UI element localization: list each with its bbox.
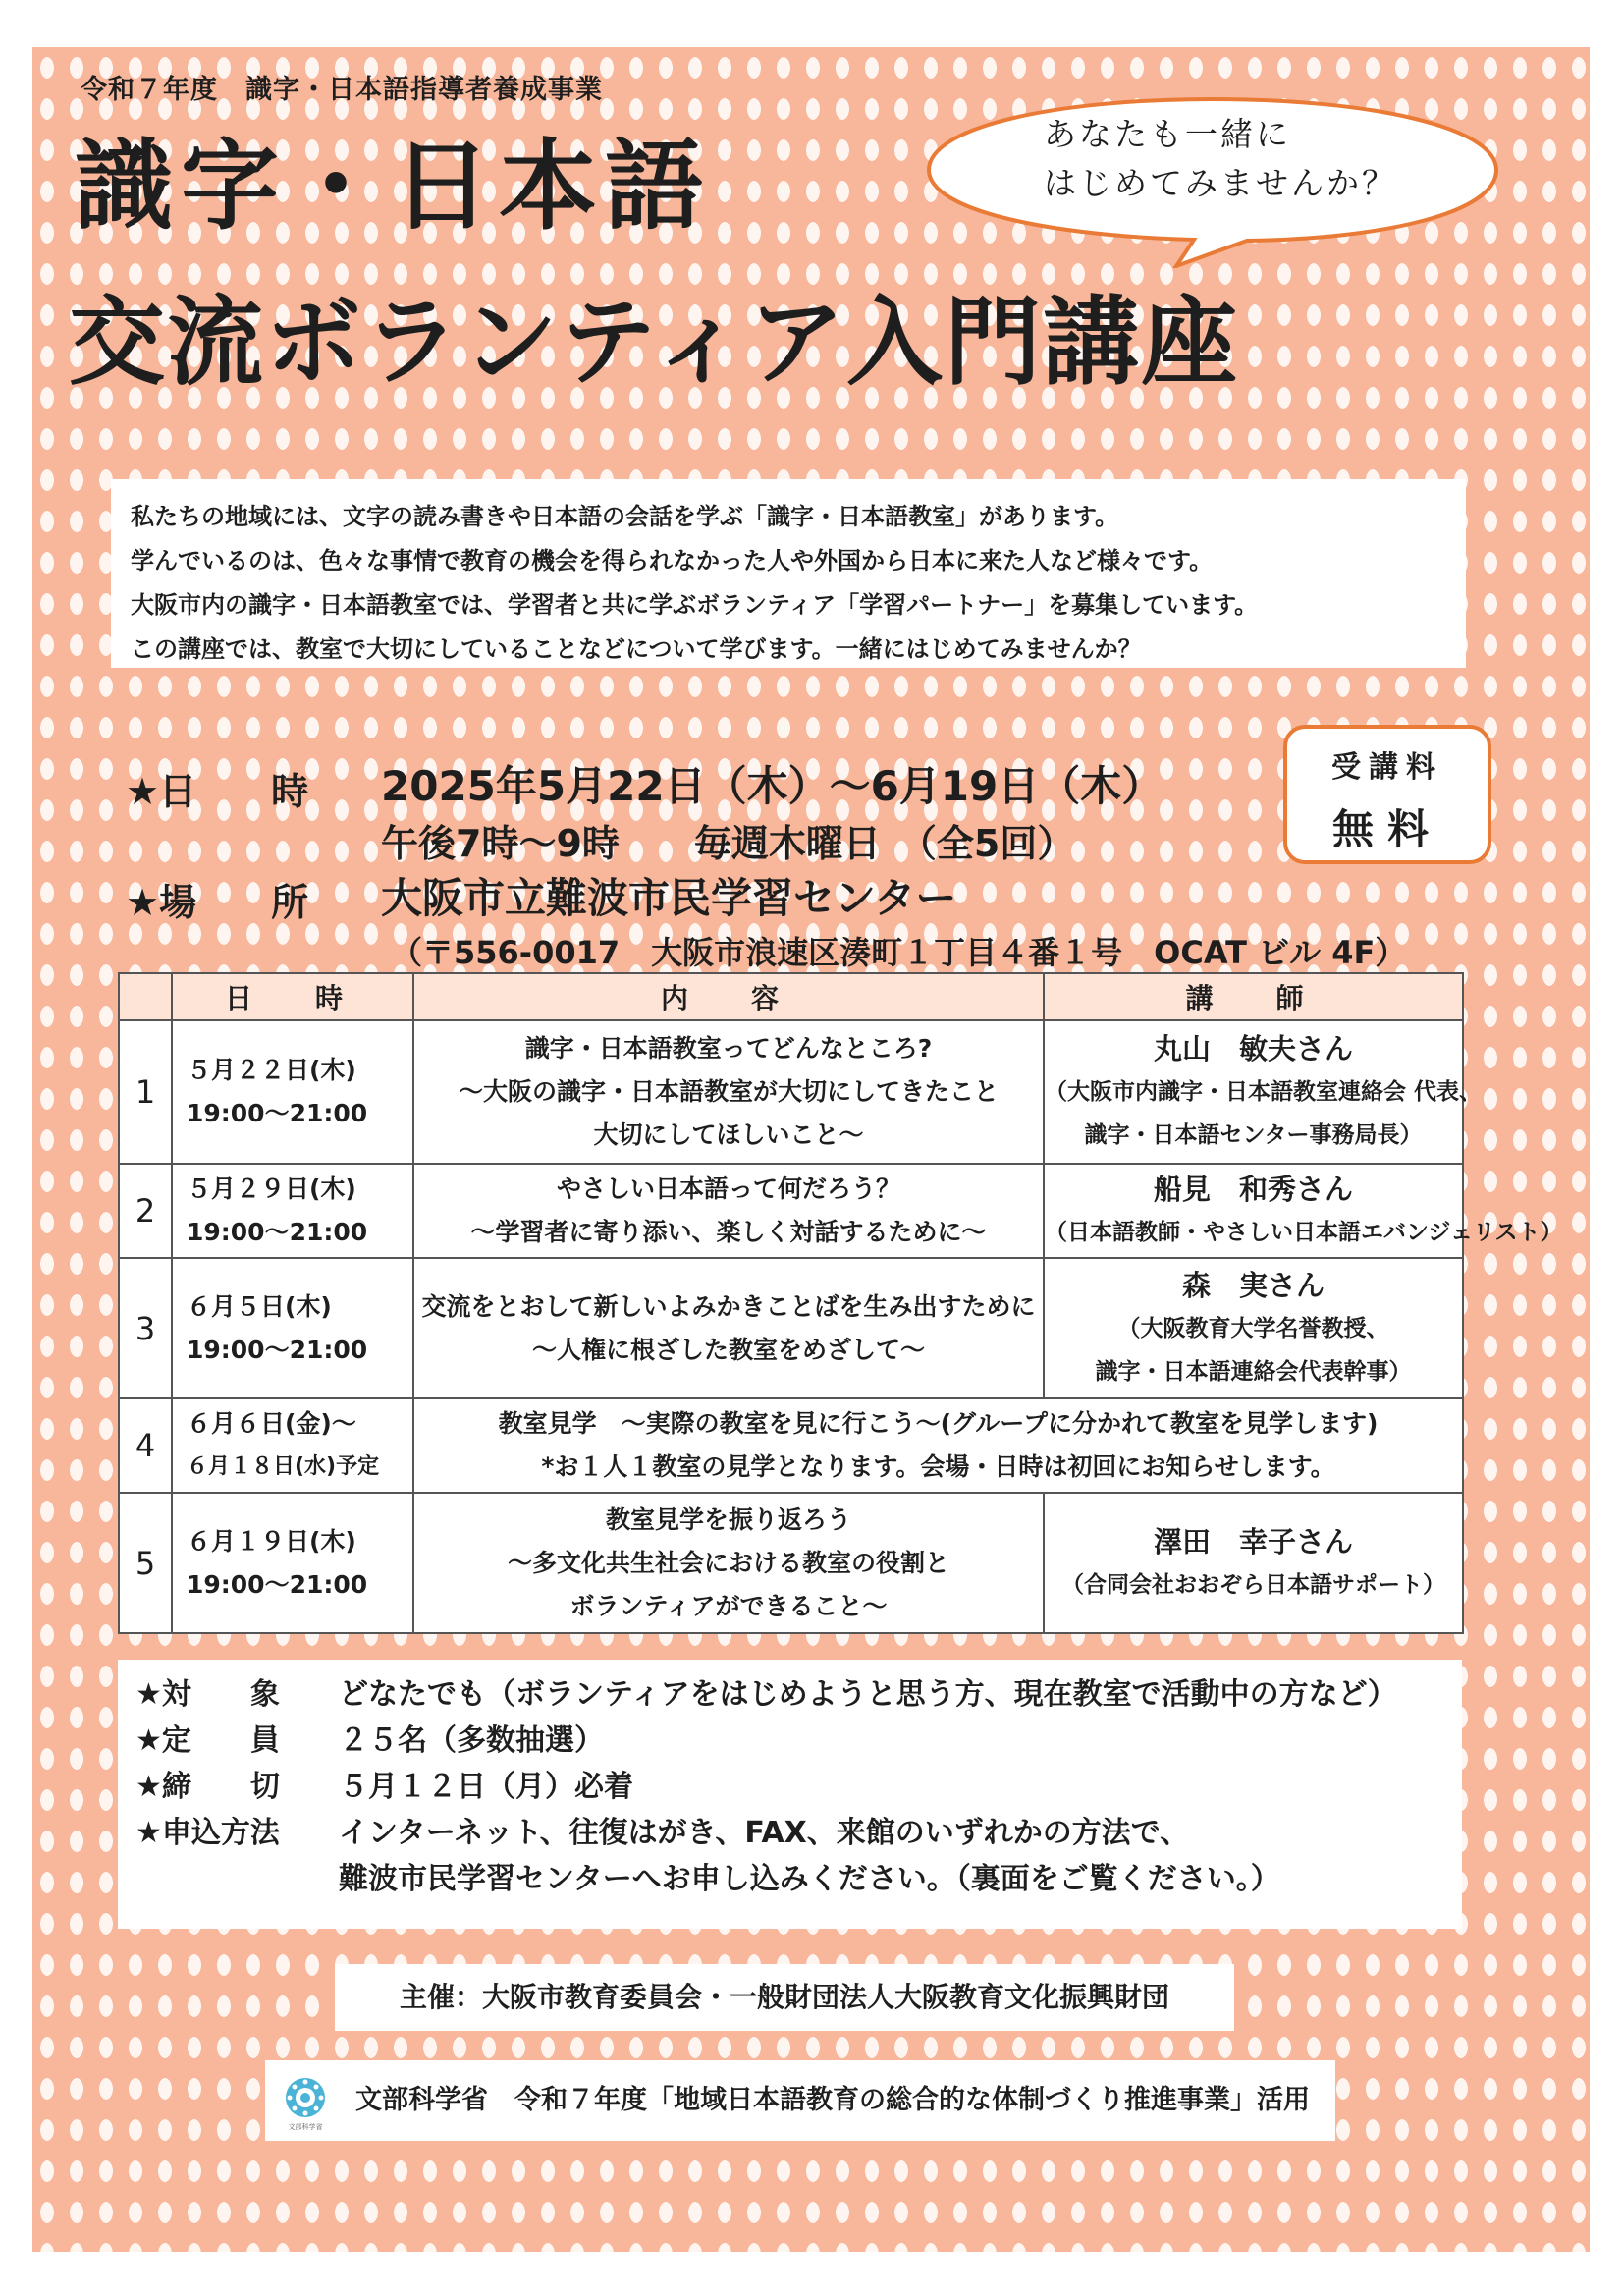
header-date: 日 時 — [172, 973, 413, 1020]
table-row — [119, 1164, 1463, 1258]
session-content: 識字・日本語教室ってどんなところ? ～大阪の識字・日本語教室が大切にしてきたこと 大切にしてほしいこと～ — [413, 1020, 1044, 1164]
detail-row-application: ★申込方法 インターネット、往復はがき、FAX、来館のいずれかの方法で、 — [135, 1816, 1190, 1850]
session-date: ５月２２日(木) 19:00～21:00 — [172, 1020, 413, 1164]
table-row — [119, 1493, 1463, 1633]
svg-text:文部科学省: 文部科学省 — [288, 2123, 323, 2131]
fee-box — [1283, 725, 1491, 864]
session-date: ５月２９日(木) 19:00～21:00 — [172, 1164, 413, 1258]
fee-value: 無料 — [1331, 805, 1442, 853]
session-content: 交流をとおして新しいよみかきことばを生み出すために ～人権に根ざした教室をめざして～ — [413, 1258, 1044, 1398]
table-row — [119, 1020, 1463, 1164]
address: （〒556-0017 大阪市浪速区湊町１丁目４番１号 OCAT ビル 4F） — [391, 934, 1407, 971]
intro-line: 学んでいるのは、色々な事情で教育の機会を得られなかった人や外国から日本に来た人など様々です。 — [131, 547, 1214, 574]
table-row — [119, 1258, 1463, 1398]
session-date: ６月６日(金)～ ６月１８日(水)予定 — [172, 1398, 413, 1493]
time-value: 午後7時～9時 毎週木曜日 （全5回） — [381, 822, 1075, 865]
session-content: やさしい日本語って何だろう？ ～学習者に寄り添い、楽しく対話するために～ — [413, 1164, 1044, 1258]
intro-text-box — [111, 479, 1466, 668]
place-label: ★場 所 — [126, 881, 309, 924]
session-number: 4 — [119, 1398, 172, 1493]
table-row — [119, 1398, 1463, 1493]
detail-row-capacity: ★定 員 ２５名（多数抽選） — [135, 1723, 604, 1758]
details-box — [118, 1660, 1462, 1929]
page-title-line1: 識字・日本語 — [75, 129, 711, 244]
mext-logo-icon — [277, 2072, 334, 2133]
date-value: 2025年5月22日（木）～6月19日（木） — [381, 762, 1163, 810]
detail-row-application-cont: 難波市民学習センターへお申し込みください。（裏面をご覧ください。） — [339, 1862, 1280, 1896]
session-lecturer: 森 実さん （大阪教育大学名誉教授、 識字・日本語連絡会代表幹事） — [1044, 1258, 1463, 1398]
detail-row-deadline: ★締 切 ５月１２日（月）必着 — [135, 1770, 633, 1804]
intro-line: 私たちの地域には、文字の読み書きや日本語の会話を学ぶ「識字・日本語教室」があります。 — [131, 503, 1119, 530]
page-title-line2: 交流ボランティア入門講座 — [69, 287, 1240, 399]
session-date: ６月１９日(木) 19:00～21:00 — [172, 1493, 413, 1633]
place-value: 大阪市立難波市民学習センター — [381, 874, 957, 922]
date-label: ★日 時 — [126, 770, 309, 813]
session-lecturer: 船見 和秀さん （日本語教師・やさしい日本語エバンジェリスト） — [1044, 1164, 1463, 1258]
header-content: 内 容 — [413, 973, 1044, 1020]
session-number: 1 — [119, 1020, 172, 1164]
speech-bubble-text: あなたも一緒に はじめてみませんか？ — [1044, 115, 1397, 202]
session-lecturer: 澤田 幸子さん （合同会社おおぞら日本語サポート） — [1044, 1493, 1463, 1633]
session-number: 5 — [119, 1493, 172, 1633]
mext-box: 文部科学省 令和７年度「地域日本語教育の総合的な体制づくり推進事業」活用 — [265, 2060, 1335, 2141]
session-date: ６月５日(木) 19:00～21:00 — [172, 1258, 413, 1398]
sponsor-box: 主催：大阪市教育委員会・一般財団法人大阪教育文化振興財団 — [335, 1964, 1234, 2031]
session-lecturer: 丸山 敏夫さん （大阪市内識字・日本語教室連絡会 代表、 識字・日本語センター事務局長） — [1044, 1020, 1463, 1164]
session-content: 教室見学を振り返ろう ～多文化共生社会における教室の役割と ボランティアができること～ — [413, 1493, 1044, 1633]
fee-label: 受講料 — [1331, 750, 1443, 785]
intro-line: 大阪市内の識字・日本語教室では、学習者と共に学ぶボランティア「学習パートナー」を募集しています。 — [131, 591, 1259, 619]
intro-line: この講座では、教室で大切にしていることなどについて学びます。一緒にはじめてみませんか？ — [131, 635, 1142, 663]
session-number: 2 — [119, 1164, 172, 1258]
schedule-table — [118, 972, 1563, 1634]
table-header-row — [119, 973, 1463, 1020]
header-no — [119, 973, 172, 1020]
session-content: 教室見学 ～実際の教室を見に行こう～(グループに分かれて教室を見学します) *お１人１教室の見学となります。会場・日時は初回にお知らせします。 — [413, 1398, 1463, 1493]
detail-row-target: ★対 象 どなたでも（ボランティアをはじめようと思う方、現在教室で活動中の方など） — [135, 1677, 1397, 1712]
session-number: 3 — [119, 1258, 172, 1398]
header-lecturer: 講 師 — [1044, 973, 1463, 1020]
project-subtitle: 令和７年度 識字・日本語指導者養成事業 — [81, 75, 603, 105]
